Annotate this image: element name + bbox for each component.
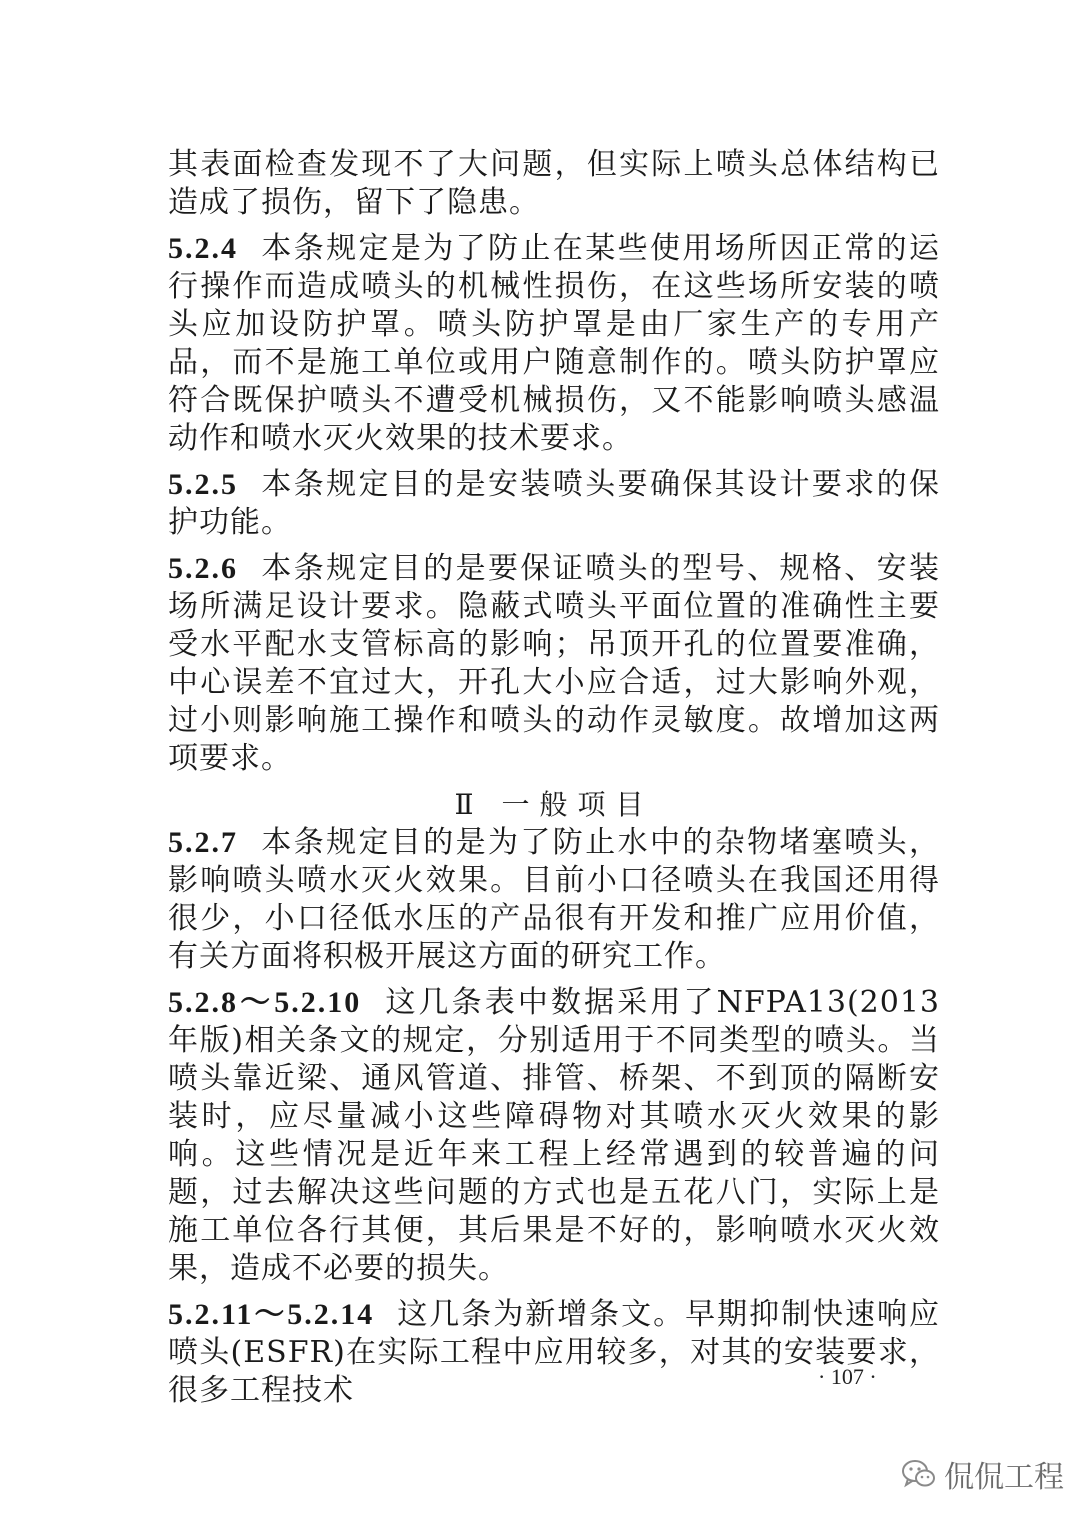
clause-number: 5.2.6 [168,552,238,585]
clause-5-2-4 [168,230,940,458]
clause-5-2-11-to-5-2-14 [168,1296,940,1410]
clause-number: 5.2.11～5.2.14 [168,1298,375,1331]
clause-text: 这几条为新增条文。早期抑制快速响应喷头(ESFR)在实际工程中应用较多，对其的安装要求，很多工程技术 [168,1297,940,1408]
clause-text: 本条规定目的是要保证喷头的型号、规格、安装场所满足设计要求。隐蔽式喷头平面位置的准确性主要受水平配水支管标高的影响；吊顶开孔的位置要准确，中心误差不宜过大，开孔大小应合适，过大影响外观，过小则影响施工操作和喷头的动作灵敏度。故增加这两项要求。 [168,551,940,776]
clause-5-2-8-to-5-2-10 [168,984,940,1288]
clause-5-2-5 [168,466,940,542]
paragraph-text: 其表面检查发现不了大问题，但实际上喷头总体结构已造成了损伤，留下了隐患。 [168,147,940,220]
clause-number: 5.2.4 [168,232,238,265]
clause-text: 本条规定是为了防止在某些使用场所因正常的运行操作而造成喷头的机械性损伤，在这些场所安装的喷头应加设防护罩。喷头防护罩是由厂家生产的专用产品，而不是施工单位或用户随意制作的。喷头防护罩应符合既保护喷头不遭受机械损伤，又不能影响喷头感温动作和喷水灭火效果的技术要求。 [168,231,940,456]
clause-5-2-7 [168,824,940,976]
clause-number: 5.2.5 [168,468,238,501]
wechat-icon [902,1459,936,1489]
watermark-text: 侃侃工程 [944,1460,1064,1495]
clause-5-2-6 [168,550,940,778]
page-number: · 107 · [818,1364,877,1389]
section-roman-numeral: Ⅱ [454,788,474,821]
clause-text: 本条规定目的是安装喷头要确保其设计要求的保护功能。 [168,467,940,540]
watermark [902,1452,1064,1496]
clause-number: 5.2.7 [168,826,238,859]
paragraph-continued [168,146,940,222]
clause-number: 5.2.8～5.2.10 [168,986,362,1019]
clause-text: 这几条表中数据采用了NFPA13(2013年版)相关条文的规定，分别适用于不同类型的喷头。当喷头靠近梁、通风管道、排管、桥架、不到顶的隔断安装时，应尽量减小这些障碍物对其喷水灭火效果的影响。这些情况是近年来工程上经常遇到的较普遍的问题，过去解决这些问题的方式也是五花八门，实际上是施工单位各行其便，其后果是不好的，影响喷水灭火效果，造成不必要的损失。 [168,985,940,1286]
document-body [168,146,940,1418]
section-heading [168,786,940,824]
clause-text: 本条规定目的是为了防止水中的杂物堵塞喷头，影响喷头喷水灭火效果。目前小口径喷头在我国还用得很少，小口径低水压的产品很有开发和推广应用价值，有关方面将积极开展这方面的研究工作。 [168,825,940,974]
section-title: 一般项目 [501,788,654,821]
